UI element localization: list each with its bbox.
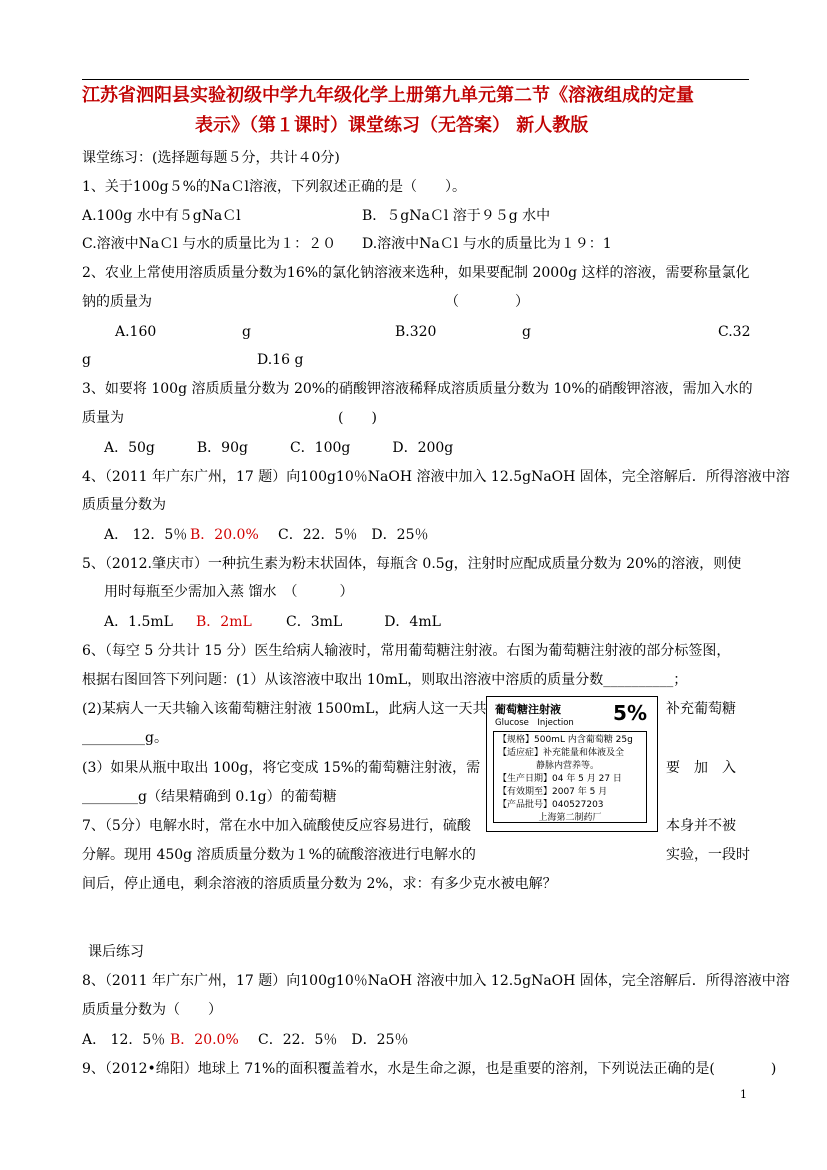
question-1-option-a: A.100g 水中有５gNaＣl — [82, 208, 241, 224]
question-5-option-cd: C．3mL D．4mL — [286, 614, 441, 630]
question-7-line1: 7、（5分）电解水时，常在水中加入硫酸使反应容易进行，硫酸 — [82, 818, 471, 834]
label-indication-1: 【适应症】补充能量和体液及全 — [498, 748, 625, 758]
question-2-option-c-unit: g — [82, 352, 91, 368]
question-2-option-c: C.32 — [718, 324, 751, 340]
question-2-option-a: A.160 — [115, 324, 157, 340]
question-1-option-c: C.溶液中NaＣl 与水的质量比为１：２０ — [82, 236, 337, 252]
doc-title-line1: 江苏省泗阳县实验初级中学九年级化学上册第九单元第二节《溶液组成的定量 — [82, 85, 694, 106]
question-3-line2: 质量为 — [82, 410, 124, 426]
label-product-name: 葡萄糖注射液 — [495, 703, 561, 716]
label-details — [493, 731, 647, 823]
question-8-option-a: A． 12．5％ — [82, 1032, 166, 1048]
label-expiry: 【有效期至】2007 年 5 月 — [498, 787, 608, 797]
question-1-option-b: B．５gNaＣl 溶于９５g 水中 — [362, 208, 551, 224]
label-indication-2: 静脉内营养等。 — [536, 761, 600, 771]
question-6-line5: (3）如果从瓶中取出 100g，将它变成 15%的葡萄糖注射液，需 — [82, 760, 481, 776]
question-2-option-b-unit: g — [522, 324, 531, 340]
question-3-line1: 3、如要将 100g 溶质质量分数为 20%的硝酸钾溶液稀释成溶质质量分数为 10%的硝酸钾溶液，需加入水的 — [82, 381, 753, 397]
section-heading-after-class: 课后练习 — [88, 944, 144, 960]
question-4-option-a: A． 12．5％ — [104, 527, 188, 543]
question-6-line5-right: 要 加 入 — [666, 760, 736, 776]
question-4-option-cd: C．22．5％ D．25％ — [278, 527, 429, 543]
question-7-line2: 分解。现用 450g 溶质质量分数为１%的硫酸溶液进行电解水的 — [82, 847, 476, 863]
question-2-answer-paren: （ ） — [445, 294, 529, 310]
question-8-option-cd: C．22．5％ D．25％ — [258, 1032, 409, 1048]
question-2-option-a-unit: g — [242, 324, 251, 340]
question-4-option-b: B．20.0% — [190, 527, 259, 543]
question-6-line3: (2)某病人一天共输入该葡萄糖注射液 1500mL，此病人这一天共 — [82, 701, 487, 717]
question-2-option-b: B.320 — [395, 324, 437, 340]
question-5-line1: 5、（2012.肇庆市）一种抗生素为粉末状固体，每瓶含 0.5g，注射时应配成质量分数为 20%的溶液，则使 — [82, 556, 742, 572]
question-9-line1: 9、（2012•绵阳）地球上 71%的面积覆盖着水，水是生命之源，也是重要的溶剂，下列说法正确的是( ) — [82, 1061, 777, 1077]
glucose-injection-label — [486, 696, 658, 832]
question-8-line1: 8、（2011 年广东广州，17 题）向100g10％NaOH 溶液中加入 12.5gNaOH 固体，完全溶解后．所得溶液中溶 — [82, 973, 790, 989]
question-2-option-d: D.16 g — [257, 352, 304, 368]
question-5-option-b: B．2mL — [196, 614, 252, 630]
page-number: 1 — [740, 1088, 747, 1101]
question-3-answer-paren: ( ) — [338, 410, 377, 426]
question-7-line2-right: 实验，一段时 — [666, 847, 750, 863]
question-6-line6: ________g（结果精确到 0.1g）的葡萄糖 — [82, 789, 337, 805]
header-rule — [82, 79, 749, 80]
question-6-line3-right: 补充葡萄糖 — [666, 701, 736, 717]
question-7-line1-right: 本身并不被 — [666, 818, 736, 834]
question-1-stem: 1、关于100g５%的NaＣl溶液，下列叙述正确的是（ ）。 — [82, 179, 466, 195]
question-5-line2: 用时每瓶至少需加入蒸 馏水 （ ） — [104, 584, 354, 600]
question-6-line4: _________g。 — [82, 730, 168, 746]
question-6-line1: 6、（每空 5 分共计 15 分）医生给病人输液时，常用葡萄糖注射液。右图为葡萄糖注射液的部分标签图， — [82, 643, 731, 659]
label-spec: 【规格】500mL 内含葡萄糖 25g — [498, 735, 633, 745]
question-5-option-a: A．1.5mL — [104, 614, 173, 630]
question-6-line2: 根据右图回答下列问题：(1）从该溶液中取出 10mL，则取出溶液中溶质的质量分数__________； — [82, 672, 688, 688]
question-8-line2: 质质量分数为（ ） — [82, 1002, 222, 1018]
question-2-line2: 钠的质量为 — [82, 294, 152, 310]
label-batch: 【产品批号】040527203 — [498, 800, 604, 810]
section-heading-class: 课堂练习：(选择题每题５分，共计４0分) — [82, 150, 340, 166]
question-3-options: A．50g B．90g C．100g D．200g — [104, 440, 454, 456]
label-english-name: Glucose Injection — [495, 718, 574, 728]
question-4-line1: 4、（2011 年广东广州，17 题）向100g10％NaOH 溶液中加入 12.5gNaOH 固体，完全溶解后．所得溶液中溶 — [82, 469, 790, 485]
label-production-date: 【生产日期】04 年 5 月 27 日 — [498, 774, 622, 784]
label-manufacturer: 上海第二制药厂 — [538, 813, 602, 823]
question-2-line1: 2、农业上常使用溶质质量分数为16%的氯化钠溶液来选种，如果要配制 2000g 这样的溶液，需要称量氯化 — [82, 265, 750, 281]
question-1-option-d: D.溶液中NaＣl 与水的质量比为１９：1 — [362, 236, 612, 252]
question-4-line2: 质质量分数为 — [82, 497, 166, 513]
doc-title-line2: 表示》（第１课时）课堂练习（无答案） 新人教版 — [195, 115, 589, 136]
question-7-line3: 间后，停止通电，剩余溶液的溶质质量分数为 2%，求：有多少克水被电解？ — [82, 876, 557, 892]
label-concentration: 5% — [613, 701, 647, 725]
question-8-option-b: B．20.0% — [170, 1032, 239, 1048]
